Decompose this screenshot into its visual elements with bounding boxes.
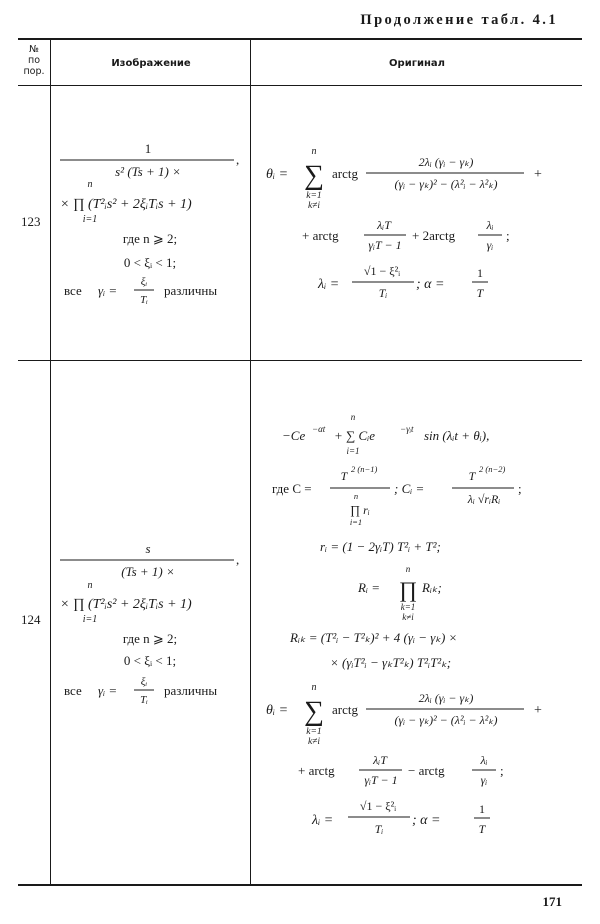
r124-l2-a: где C = xyxy=(272,481,312,496)
r124-l4-top: n xyxy=(405,564,411,574)
row124-original-formula xyxy=(252,362,582,882)
r124-l7-top: n xyxy=(311,682,317,693)
r123-img-cond3-suffix: различны xyxy=(164,283,218,298)
r124-img-numerator: s xyxy=(145,541,151,556)
table-bottom-rule xyxy=(18,884,582,886)
r123-orig-l3-mid: ; α = xyxy=(416,277,445,292)
r124-l1-b: + ∑ Cᵢe xyxy=(334,428,376,443)
r123-orig-lhs: θᵢ = xyxy=(266,167,289,182)
r124-img-prod-bottom: i=1 xyxy=(82,614,98,625)
header-no-line2: по xyxy=(27,55,41,66)
r123-orig-l2-num2: λᵢ xyxy=(486,218,494,232)
r124-img-cond3-num: ξᵢ xyxy=(140,676,148,688)
r123-img-product: × ∏ (T²ᵢs² + 2ξᵢTᵢs + 1) xyxy=(60,197,192,212)
r123-img-comma: , xyxy=(236,152,240,167)
r124-img-cond2: 0 < ξᵢ < 1; xyxy=(123,653,177,668)
r123-orig-l2-prefix: + arctg xyxy=(302,228,339,243)
r124-l8-mid: − arctg xyxy=(408,763,445,778)
page-title: Продолжение табл. 4.1 xyxy=(360,12,558,28)
r123-orig-l2-den2: γᵢ xyxy=(486,238,494,252)
r124-img-cond3-gamma: γᵢ = xyxy=(98,683,118,698)
r124-img-comma: , xyxy=(236,552,240,567)
r123-img-cond1: где n ⩾ 2; xyxy=(122,231,178,246)
r124-l1-c: sin (λᵢt + θᵢ), xyxy=(424,428,490,443)
r124-l7-den: (γᵢ − γₖ)² − (λ²ᵢ − λ²ₖ) xyxy=(394,713,498,727)
r124-l4-b: Rᵢₖ; xyxy=(422,580,442,595)
r123-img-cond2: 0 < ξᵢ < 1; xyxy=(123,255,177,270)
r124-l9-num: √1 − ξ²ᵢ xyxy=(359,799,397,813)
r124-l8-num2: λᵢ xyxy=(480,753,488,767)
r123-orig-func: arctg xyxy=(332,166,358,181)
r124-img-denominator: (Ts + 1) × xyxy=(121,564,175,579)
r123-orig-sum-sign: ∑ xyxy=(304,160,324,191)
r124-l8-prefix: + arctg xyxy=(298,763,335,778)
r124-l8-tail: ; xyxy=(500,763,504,778)
r124-l1-a: −Ce xyxy=(282,428,306,443)
header-no-line1: № xyxy=(29,44,39,55)
row123-original-formula xyxy=(252,86,582,360)
row-number-123: 123 xyxy=(21,214,41,229)
r123-orig-l2-mid: + 2arctg xyxy=(412,228,456,243)
r123-img-prod-top: n xyxy=(87,179,93,190)
r124-l7-lhs: θᵢ = xyxy=(266,703,289,718)
r123-img-numerator: 1 xyxy=(144,141,152,156)
r123-orig-l3-num: √1 − ξ²ᵢ xyxy=(363,264,401,278)
r123-orig-den: (γᵢ − γₖ)² − (λ²ᵢ − λ²ₖ) xyxy=(394,177,498,191)
r124-l8-den2: γᵢ xyxy=(480,773,488,787)
r123-img-cond3-den: Tᵢ xyxy=(140,294,148,306)
r123-orig-sum-top: n xyxy=(311,146,317,157)
r123-img-denominator: s² (Ts + 1) × xyxy=(115,164,181,179)
r124-img-cond1: где n ⩾ 2; xyxy=(122,631,178,646)
r124-l2-den: ∏ rᵢ xyxy=(350,503,370,517)
header-no xyxy=(18,44,50,77)
r124-l3: rᵢ = (1 − 2γᵢT) T²ᵢ + T²; xyxy=(320,539,441,554)
r123-orig-l3-den: Tᵢ xyxy=(378,286,388,300)
r124-l9-den2: T xyxy=(478,822,486,836)
r124-l9-lhs: λᵢ = xyxy=(312,813,334,828)
r124-img-prod-top: n xyxy=(87,580,93,591)
r123-orig-l3-den2: T xyxy=(476,286,484,300)
r124-l2-den-bot: i=1 xyxy=(349,517,363,527)
r124-l8-num1: λᵢT xyxy=(373,753,387,767)
r123-img-cond3-prefix: все xyxy=(64,283,82,298)
r124-img-cond3-den: Tᵢ xyxy=(140,694,148,706)
r124-l5: Rᵢₖ = (T²ᵢ − T²ₖ)² + 4 (γᵢ − γₖ) × xyxy=(290,630,458,645)
r124-l2-den2: λᵢ √rᵢRᵢ xyxy=(467,492,501,506)
row-number-124: 124 xyxy=(21,612,41,627)
r123-img-cond3-num: ξᵢ xyxy=(140,276,148,288)
r123-orig-l2-tail: ; xyxy=(506,228,510,243)
r124-l7-tail: + xyxy=(534,703,542,718)
header-no-line3: пор. xyxy=(23,66,45,77)
r124-img-product: × ∏ (T²ᵢs² + 2ξᵢTᵢs + 1) xyxy=(60,597,192,612)
r124-l7-bot2: k≠i xyxy=(307,737,321,747)
r123-orig-tail: + xyxy=(534,167,542,182)
r123-orig-l3-lhs: λᵢ = xyxy=(318,277,340,292)
r124-l1-exp2: −γᵢt xyxy=(400,424,414,434)
r124-l1-exp: −αt xyxy=(312,424,326,434)
r124-l2-num2: T xyxy=(468,469,476,483)
r124-l8-den1: γᵢT − 1 xyxy=(364,773,398,787)
r124-l1-sum-top: n xyxy=(350,412,356,422)
r123-orig-num: 2λᵢ (γᵢ − γₖ) xyxy=(418,155,474,169)
r124-l2-tail: ; xyxy=(518,481,522,496)
r123-orig-sum-bottom1: k=1 xyxy=(306,191,322,201)
r124-l9-num2: 1 xyxy=(479,802,485,816)
r124-l4-prod: ∏ xyxy=(398,577,418,602)
r124-l4-bot2: k≠i xyxy=(402,612,414,622)
r124-img-cond3-suffix: различны xyxy=(164,683,218,698)
r124-l7-bot1: k=1 xyxy=(306,727,322,737)
r124-l4-bot1: k=1 xyxy=(400,602,416,612)
header-image: Изображение xyxy=(111,58,191,69)
r124-l2-num2-exp: 2 (n−2) xyxy=(479,464,506,474)
r124-l9-den: Tᵢ xyxy=(374,822,384,836)
r124-l7-func: arctg xyxy=(332,702,358,717)
row123-image-formula xyxy=(52,86,250,360)
r124-l7-num: 2λᵢ (γᵢ − γₖ) xyxy=(418,691,474,705)
r124-l2-num-exp: 2 (n−1) xyxy=(351,464,378,474)
r123-orig-sum-bottom2: k≠i xyxy=(307,201,321,211)
r124-l2-mid: ; Cᵢ = xyxy=(394,481,425,496)
r123-orig-l3-num2: 1 xyxy=(477,266,483,280)
r124-l7-sum: ∑ xyxy=(304,696,324,727)
r124-l2-num: T xyxy=(340,469,348,483)
r124-l1-sum-bot: i=1 xyxy=(346,446,360,456)
r124-img-cond3-prefix: все xyxy=(64,683,82,698)
table-top-rule xyxy=(18,38,582,40)
r124-l2-den-top: n xyxy=(353,491,359,501)
r123-img-prod-bottom: i=1 xyxy=(82,214,98,225)
r123-img-cond3-gamma: γᵢ = xyxy=(98,283,118,298)
header-original: Оригинал xyxy=(389,58,445,69)
r123-orig-l2-num1: λᵢT xyxy=(377,218,391,232)
row124-image-formula xyxy=(52,362,250,882)
r123-orig-l2-den1: γᵢT − 1 xyxy=(368,238,402,252)
r124-l9-mid: ; α = xyxy=(412,813,441,828)
r124-l4-a: Rᵢ = xyxy=(358,580,381,595)
r124-l6: × (γᵢT²ᵢ − γₖT²ₖ) T²ᵢT²ₖ; xyxy=(330,655,452,670)
page-number: 171 xyxy=(542,894,562,909)
